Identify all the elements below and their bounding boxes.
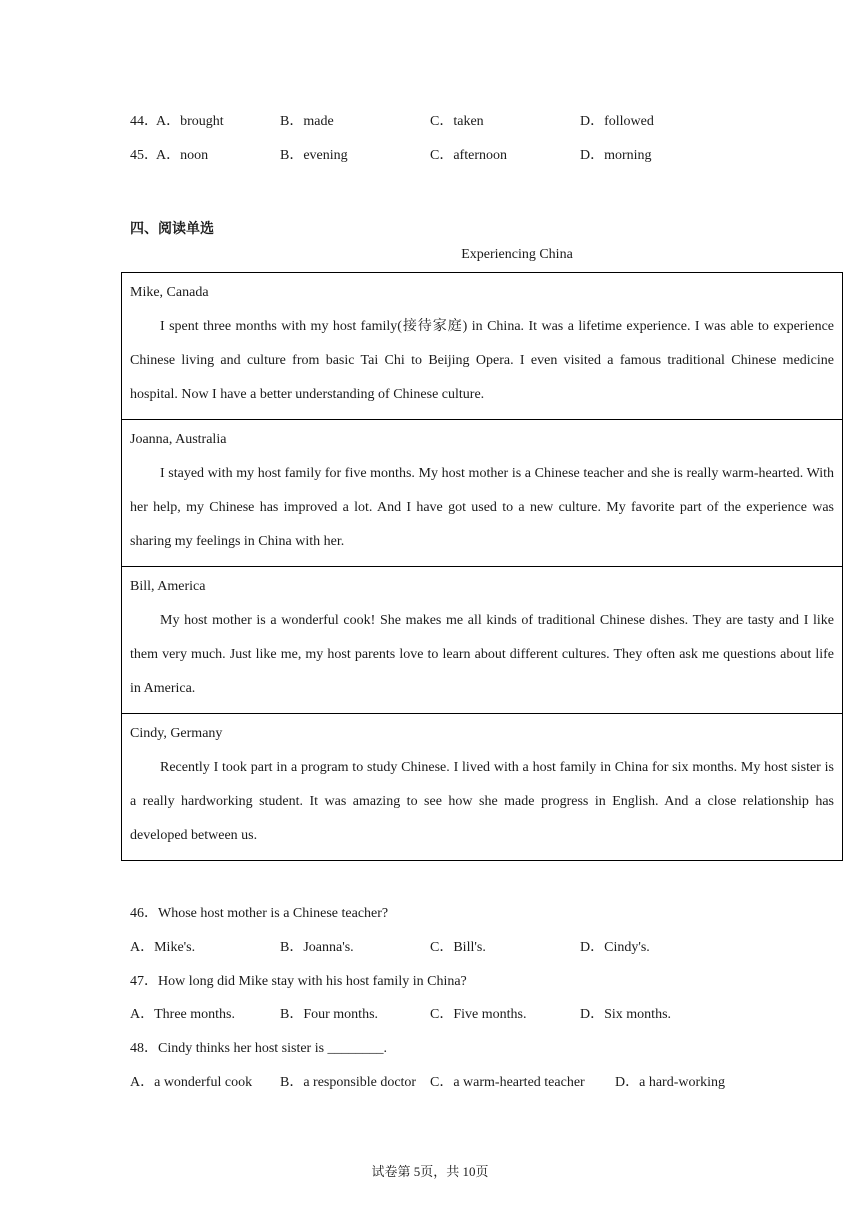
option-d: D．Cindy's. [580, 940, 650, 955]
option-c: C．a warm-hearted teacher [430, 1075, 585, 1090]
option-b: B．a responsible doctor [280, 1075, 417, 1090]
entry-name: Joanna, Australia [130, 432, 227, 447]
question-46-stem: 46．Whose host mother is a Chinese teacher? [130, 906, 389, 921]
option-a: A．brought [156, 114, 224, 129]
entry-cell [122, 567, 842, 714]
entry-text: I stayed with my host family for five months. My host mother is a Chinese teacher and she is really warm-hearted. With her help, my Chinese has improved a lot. And I have got used to a new culture. My favorite part of the experience was sharing my feelings in China with her. [130, 466, 834, 549]
option-b: B．Joanna's. [280, 940, 354, 955]
option-d: D．morning [580, 148, 652, 163]
option-b: B．Four months. [280, 1007, 379, 1022]
question-number: 45． [130, 148, 158, 163]
question-48-stem: 48．Cindy thinks her host sister is ________. [130, 1041, 388, 1056]
option-d: D．Six months. [580, 1007, 672, 1022]
passage-table [121, 272, 843, 861]
option-a: A．Three months. [130, 1007, 235, 1022]
question-47-stem: 47．How long did Mike stay with his host family in China? [130, 974, 467, 989]
option-b: B．evening [280, 148, 348, 163]
option-d: D．a hard-working [615, 1075, 726, 1090]
entry-text: I spent three months with my host family(接待家庭) in China. It was a lifetime experience. I was able to experience Chinese living and culture from basic Tai Chi to Beijing Opera. I even visited a famous traditional Chinese medicine hospital. Now I have a better understanding of Chinese culture. [130, 319, 834, 402]
option-c: C．Bill's. [430, 940, 486, 955]
option-a: A．a wonderful cook [130, 1075, 253, 1090]
entry-cell [122, 714, 842, 861]
entry-name: Mike, Canada [130, 285, 209, 300]
option-c: C．taken [430, 114, 484, 129]
entry-name: Bill, America [130, 579, 206, 594]
option-b: B．made [280, 114, 334, 129]
option-a: A．Mike's. [130, 940, 196, 955]
entry-cell [122, 420, 842, 567]
option-d: D．followed [580, 114, 654, 129]
option-c: C．Five months. [430, 1007, 527, 1022]
entry-text: My host mother is a wonderful cook! She makes me all kinds of traditional Chinese dishes. They are tasty and I like them very much. Just like me, my host parents love to learn about different cultures. They often ask me questions about life in America. [130, 613, 834, 696]
entry-text: Recently I took part in a program to study Chinese. I lived with a host family in China for six months. My host sister is a really hardworking student. It was amazing to see how she made progress in English. And a close relationship has developed between us. [130, 760, 834, 843]
page-footer: 试卷第 5页，共 10页 [371, 1164, 489, 1179]
entry-name: Cindy, Germany [130, 726, 223, 741]
question-number: 44． [130, 114, 158, 129]
passage-title: Experiencing China [461, 247, 573, 262]
section-title: 四、阅读单选 [130, 221, 214, 237]
option-c: C．afternoon [430, 148, 507, 163]
option-a: A．noon [156, 148, 209, 163]
entry-cell [122, 273, 842, 420]
